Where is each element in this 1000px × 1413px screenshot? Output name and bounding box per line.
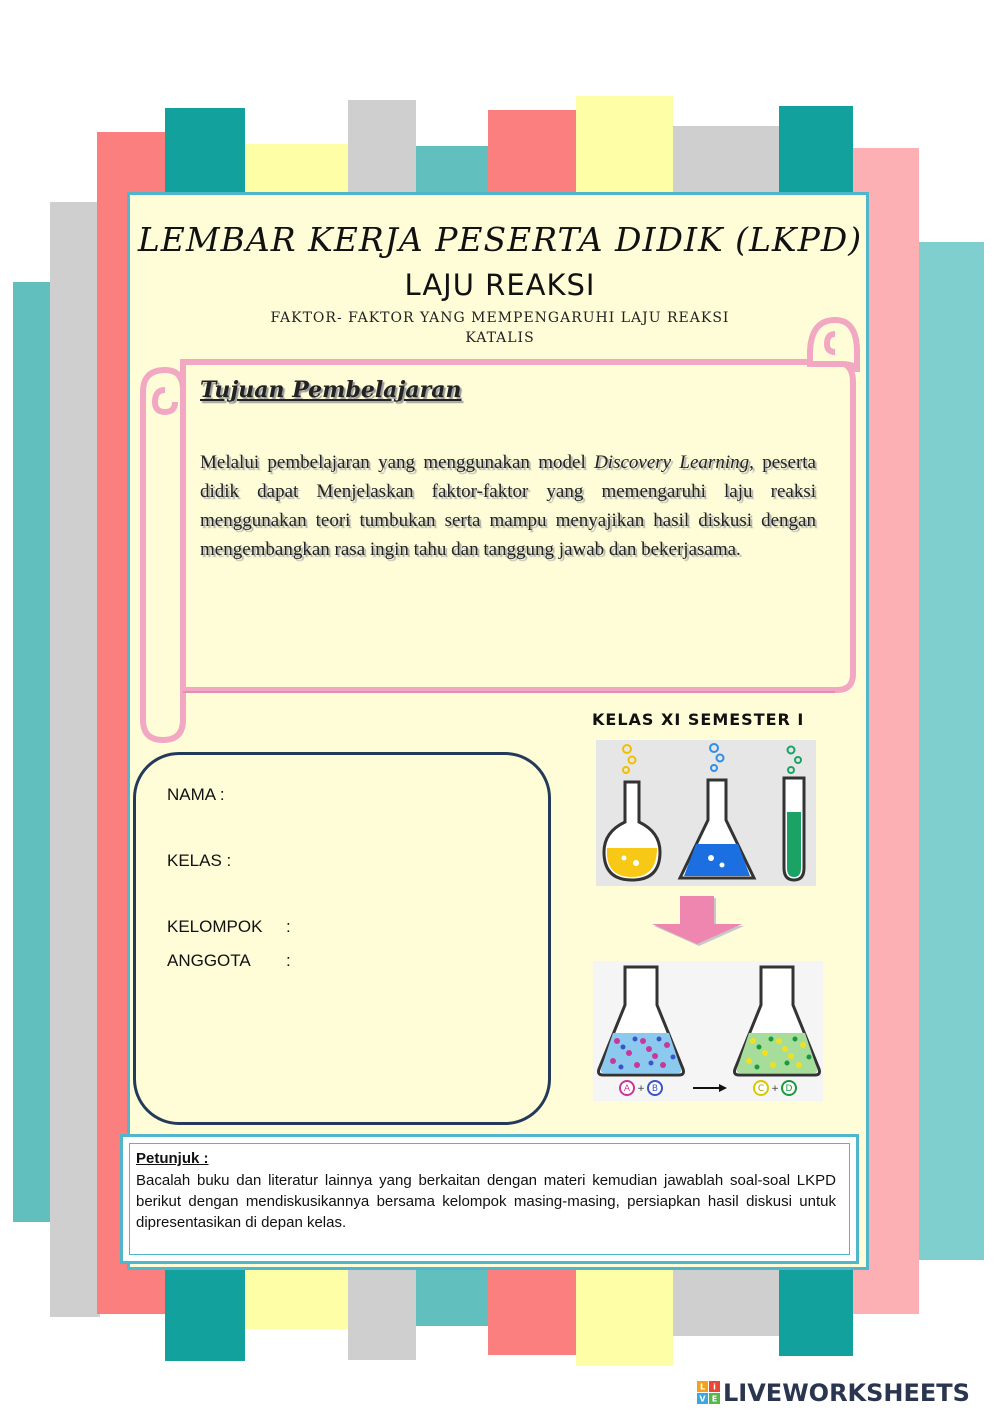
tujuan-text-before: Melalui pembelajaran yang menggunakan model <box>200 452 595 473</box>
plus-sign-right: + <box>771 1084 779 1094</box>
product-c-label: C <box>757 1084 765 1094</box>
stripe <box>919 242 984 1260</box>
stripe <box>50 202 100 1317</box>
reaction-illustration <box>593 961 823 1101</box>
logo-letter-v: V <box>699 1394 706 1404</box>
topic-subtitle-katalis: KATALIS <box>465 330 535 346</box>
topic-subtitle: FAKTOR- FAKTOR YANG MEMPENGARUHI LAJU REAKSI <box>270 310 730 326</box>
down-arrow-icon <box>650 896 748 948</box>
worksheet-title: LEMBAR KERJA PESERTA DIDIK (LKPD) <box>137 220 863 259</box>
stripe <box>13 282 53 1222</box>
class-semester-label: KELAS XI SEMESTER I <box>592 710 805 729</box>
identity-box <box>133 752 551 1125</box>
tujuan-model: Discovery Learning <box>594 452 750 473</box>
logo-letter-i: i <box>713 1382 716 1392</box>
glassware-illustration <box>596 740 816 886</box>
liveworksheets-logo[interactable] <box>697 1380 970 1406</box>
plus-sign-left: + <box>637 1084 645 1094</box>
tujuan-text <box>200 448 816 564</box>
instructions-heading: Petunjuk : <box>136 1150 209 1167</box>
instructions-text: Bacalah buku dan literatur lainnya yang berkaitan dengan materi kemudian jawablah soal-soal LKPD berikut dengan mendiskusikannya bersama kelompok masing-masing, persiapkan hasil diskusi untuk dipresentasikan di depan kelas. <box>136 1172 836 1231</box>
product-d-label: D <box>785 1084 793 1094</box>
instructions-box <box>120 1134 859 1264</box>
reactant-a-label: A <box>623 1084 631 1094</box>
tujuan-heading: Tujuan Pembelajaran <box>200 377 462 403</box>
anggota-label: ANGGOTA <box>167 951 251 970</box>
kelompok-colon: : <box>286 917 291 936</box>
kelompok-label: KELOMPOK <box>167 917 263 936</box>
logo-letter-l: L <box>699 1382 706 1392</box>
anggota-colon: : <box>286 951 291 970</box>
tujuan-text-after: , peserta didik dapat Menjelaskan faktor-faktor yang memengaruhi laju reaksi menggunakan teori tumbukan serta mampu menyajikan hasil diskusi dengan mengembangkan rasa ingin tahu dan tanggung jawab dan bekerjasama. <box>200 452 816 560</box>
logo-letter-e: E <box>711 1394 718 1404</box>
liveworksheets-brand-text: LIVEWORKSHEETS <box>723 1379 970 1407</box>
liveworksheets-logo-icon <box>697 1381 721 1405</box>
reactant-b-label: B <box>651 1084 659 1094</box>
subject-title: LAJU REAKSI <box>404 268 596 302</box>
nama-label: NAMA : <box>167 785 225 804</box>
kelas-label: KELAS : <box>167 851 232 870</box>
